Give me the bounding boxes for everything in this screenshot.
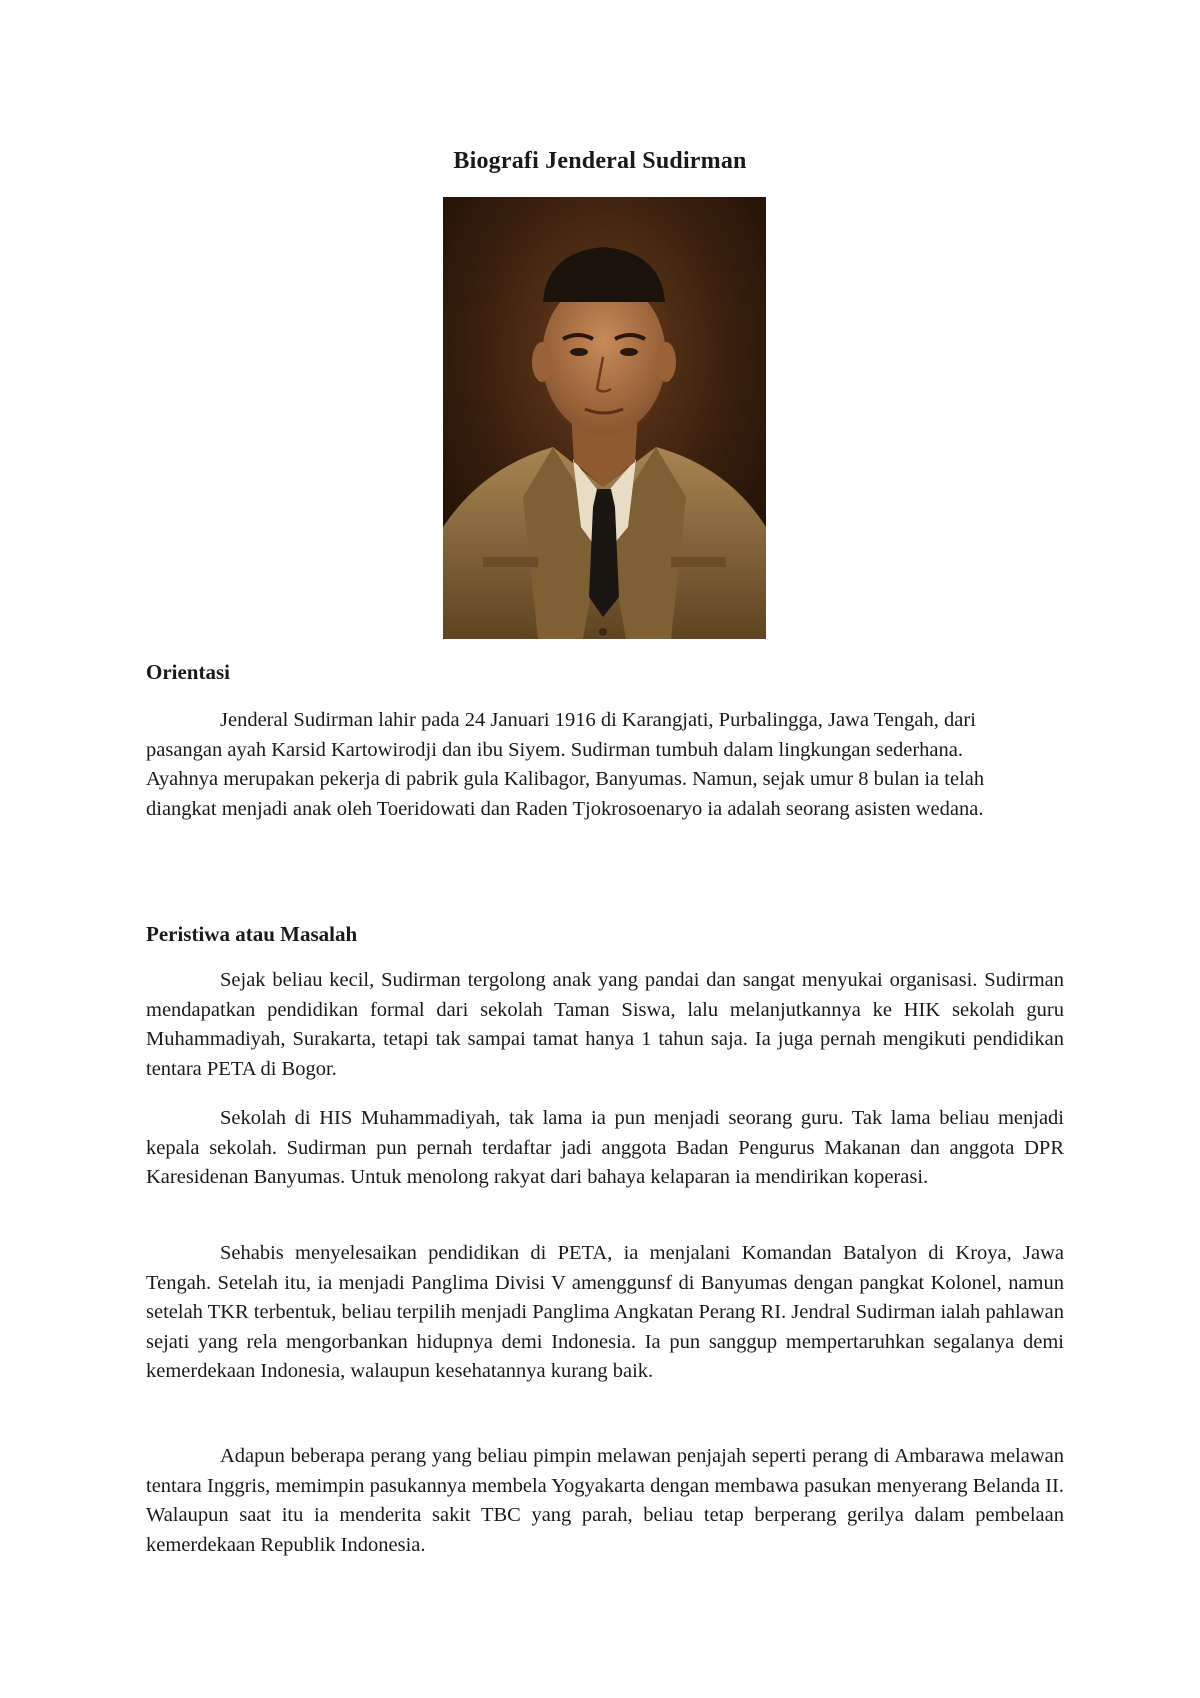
section-heading-orientasi: Orientasi [146, 660, 230, 684]
section-heading-peristiwa: Peristiwa atau Masalah [146, 922, 358, 946]
paragraph-peristiwa-1: Sejak beliau kecil, Sudirman tergolong anak yang pandai dan sangat menyukai organisasi. Sudirman mendapatkan pendidikan formal dari sekolah Taman Siswa, lalu melanjutkannya ke HIK sekolah guru Muhammadiyah, Surakarta, tetapi tak sampai tamat hanya 1 tahun saja. Ia juga pernah mengikuti pendidikan tentara PETA di Bogor. [146, 969, 1064, 1080]
paragraph-peristiwa-4: Adapun beberapa perang yang beliau pimpin melawan penjajah seperti perang di Ambarawa melawan tentara Inggris, memimpin pasukannya membela Yogyakarta dengan membawa pasukan menyerang Belanda II. Walaupun saat itu ia menderita sakit TBC yang parah, beliau tetap berperang gerilya dalam pembelaan kemerdekaan Republik Indonesia. [146, 1445, 1064, 1556]
page-title: Biografi Jenderal Sudirman [453, 148, 747, 174]
portrait-illustration [443, 197, 766, 639]
paragraph-peristiwa-2: Sekolah di HIS Muhammadiyah, tak lama ia pun menjadi seorang guru. Tak lama beliau menjadi kepala sekolah. Sudirman pun pernah terdaftar jadi anggota Badan Pengurus Makanan dan anggota DPR Karesidenan Banyumas. Untuk menolong rakyat dari bahaya kelaparan ia mendirikan koperasi. [146, 1107, 1064, 1188]
paragraph-peristiwa-3: Sehabis menyelesaikan pendidikan di PETA, ia menjalani Komandan Batalyon di Kroya, Jawa Tengah. Setelah itu, ia menjadi Panglima Divisi V amenggunsf di Banyumas dengan pangkat Kolonel, namun setelah TKR terbentuk, beliau terpilih menjadi Panglima Angkatan Perang RI. Jendral Sudirman ialah pahlawan sejati yang rela mengorbankan hidupnya demi Indonesia. Ia pun sanggup mempertaruhkan segalanya demi kemerdekaan Indonesia, walaupun kesehatannya kurang baik. [146, 1242, 1064, 1382]
portrait-painting [443, 197, 766, 639]
paragraph-orientasi: Jenderal Sudirman lahir pada 24 Januari 1916 di Karangjati, Purbalingga, Jawa Tengah, dari pasangan ayah Karsid Kartowirodji dan ibu Siyem. Sudirman tumbuh dalam lingkungan sederhana. Ayahnya merupakan pekerja di pabrik gula Kalibagor, Banyumas. Namun, sejak umur 8 bulan ia telah diangkat menjadi anak oleh Toeridowati dan Raden Tjokrosoenaryo ia adalah seorang asisten wedana. [146, 709, 985, 820]
